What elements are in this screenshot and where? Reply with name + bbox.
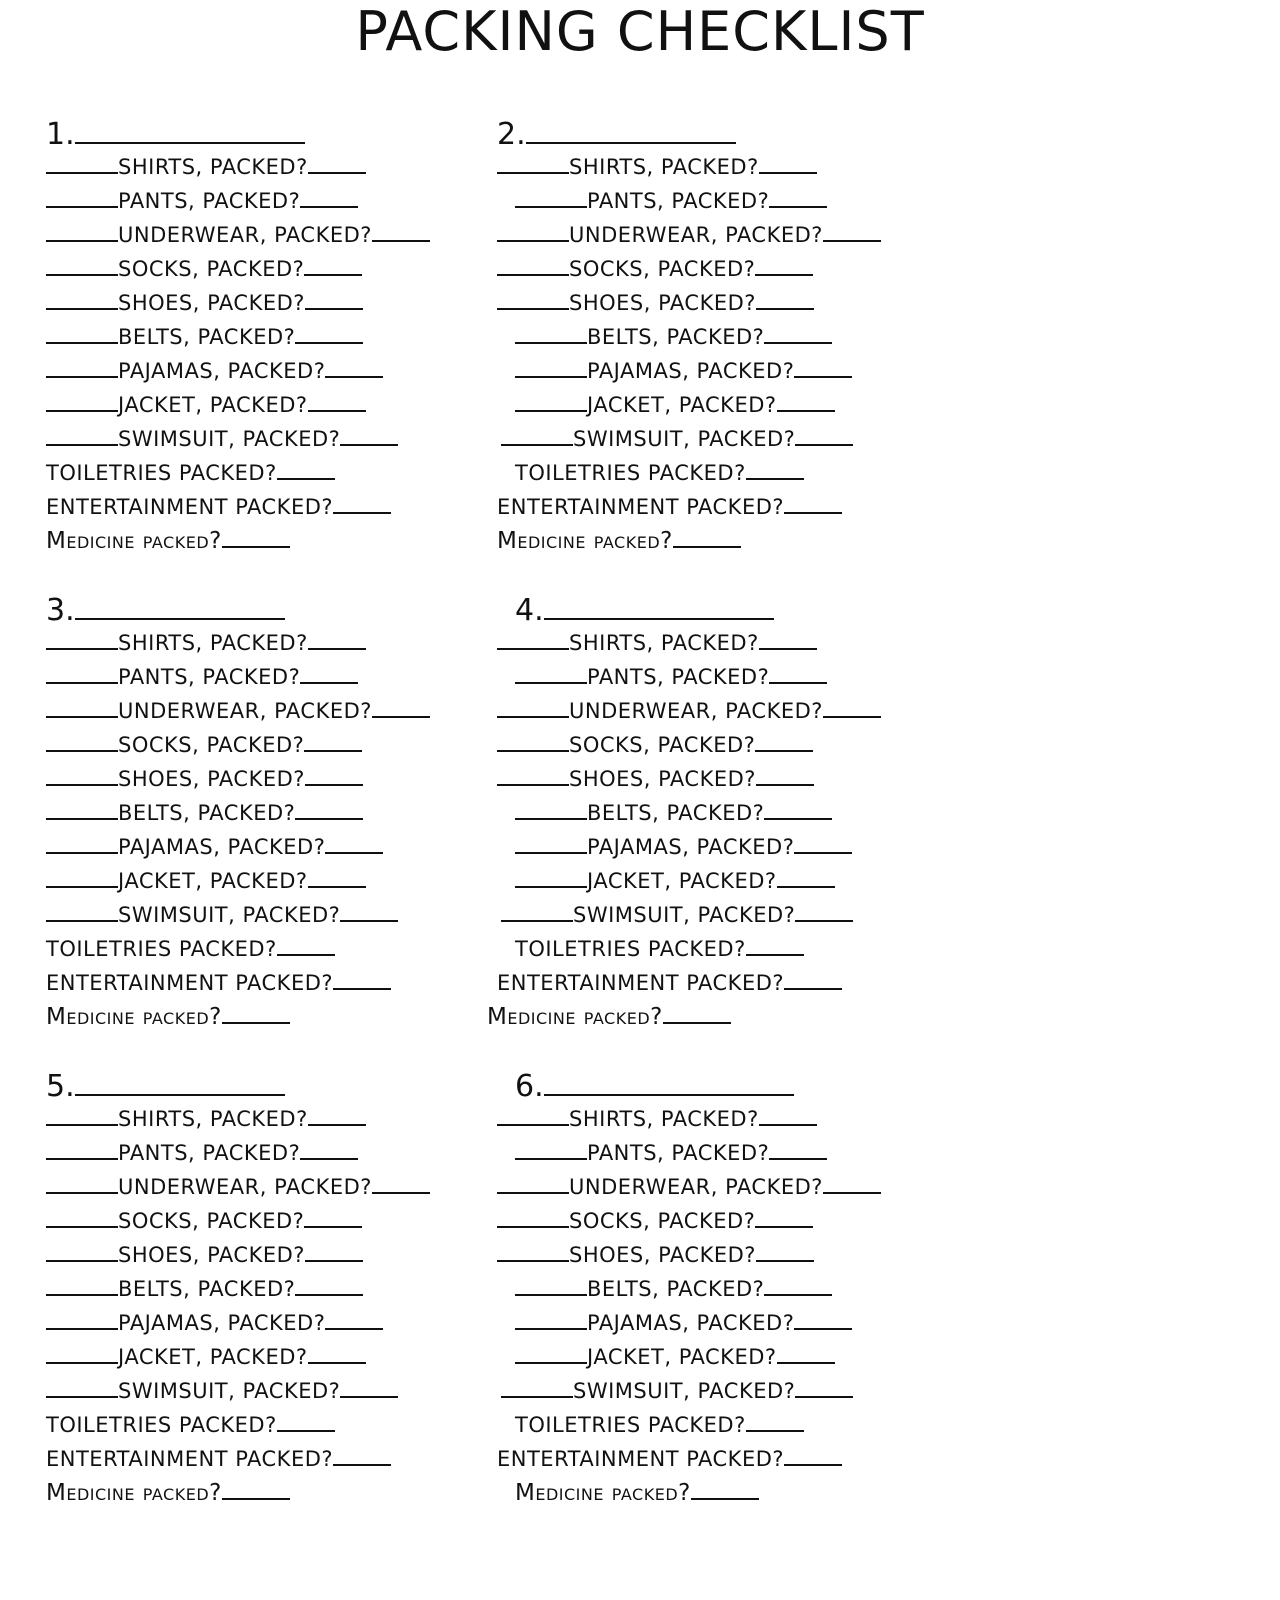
quantity-blank[interactable] (46, 902, 118, 922)
item-label: BELTS, PACKED? (118, 1277, 296, 1301)
checklist-row-shirts (497, 628, 817, 658)
checklist-row-pants (515, 1138, 827, 1168)
checklist-row-toiletries (46, 934, 335, 964)
quantity-blank[interactable] (515, 1140, 587, 1160)
quantity-blank[interactable] (46, 766, 118, 786)
packed-check-blank[interactable] (746, 1412, 804, 1432)
checklist-3 (46, 592, 566, 1046)
packed-check-blank[interactable] (823, 1174, 881, 1194)
checklist-row-belts (46, 1274, 363, 1304)
item-label: Medicine packed? (487, 1004, 663, 1030)
checklist-number: 6. (515, 1069, 544, 1104)
checklist-name-field[interactable] (526, 116, 736, 144)
item-label: SHOES, PACKED? (118, 1243, 305, 1267)
item-label: SWIMSUIT, PACKED? (118, 427, 341, 451)
packed-check-blank[interactable] (304, 256, 362, 276)
packed-check-blank[interactable] (222, 1004, 290, 1024)
checklist-name-field[interactable] (75, 1068, 285, 1096)
quantity-blank[interactable] (497, 154, 569, 174)
packed-check-blank[interactable] (300, 1140, 358, 1160)
checklist-row-underwear (46, 220, 430, 250)
checklist-number: 5. (46, 1069, 75, 1104)
item-label: PANTS, PACKED? (118, 665, 301, 689)
quantity-blank[interactable] (46, 1344, 118, 1364)
checklist-row-shirts (46, 1104, 366, 1134)
checklist-row-medicine (46, 526, 290, 556)
quantity-blank[interactable] (46, 664, 118, 684)
item-label: SOCKS, PACKED? (569, 733, 756, 757)
quantity-blank[interactable] (515, 392, 587, 412)
quantity-blank[interactable] (497, 1174, 569, 1194)
packed-check-blank[interactable] (333, 1446, 391, 1466)
quantity-blank[interactable] (515, 324, 587, 344)
checklist-row-entertainment (497, 1444, 842, 1474)
item-label: BELTS, PACKED? (587, 1277, 765, 1301)
packed-check-blank[interactable] (308, 392, 366, 412)
item-label: SOCKS, PACKED? (569, 257, 756, 281)
checklist-row-pajamas (515, 832, 852, 862)
item-label: SHOES, PACKED? (118, 767, 305, 791)
checklist-row-belts (515, 1274, 832, 1304)
packed-check-blank[interactable] (795, 902, 853, 922)
checklist-row-jacket (46, 1342, 366, 1372)
quantity-blank[interactable] (497, 1208, 569, 1228)
packed-check-blank[interactable] (333, 494, 391, 514)
checklist-row-swimsuit (46, 900, 398, 930)
checklist-row-medicine (46, 1478, 290, 1508)
quantity-blank[interactable] (515, 358, 587, 378)
packed-check-blank[interactable] (295, 324, 363, 344)
item-label: UNDERWEAR, PACKED? (569, 1175, 823, 1199)
checklist-1 (46, 116, 566, 570)
packed-check-blank[interactable] (764, 800, 832, 820)
quantity-blank[interactable] (497, 766, 569, 786)
packed-check-blank[interactable] (755, 1208, 813, 1228)
packed-check-blank[interactable] (769, 664, 827, 684)
item-label: PAJAMAS, PACKED? (587, 1311, 795, 1335)
item-label: SWIMSUIT, PACKED? (573, 903, 796, 927)
checklist-row-entertainment (497, 968, 842, 998)
checklist-row-swimsuit (501, 900, 853, 930)
packed-check-blank[interactable] (295, 800, 363, 820)
quantity-blank[interactable] (46, 222, 118, 242)
item-label: BELTS, PACKED? (118, 325, 296, 349)
item-label: JACKET, PACKED? (587, 1345, 777, 1369)
packed-check-blank[interactable] (823, 222, 881, 242)
item-label: ENTERTAINMENT PACKED? (46, 971, 334, 995)
checklist-row-underwear (497, 696, 881, 726)
checklist-heading (46, 1068, 285, 1104)
checklist-name-field[interactable] (544, 592, 774, 620)
packed-check-blank[interactable] (277, 460, 335, 480)
item-label: ENTERTAINMENT PACKED? (497, 971, 785, 995)
checklist-row-entertainment (46, 968, 391, 998)
checklist-row-shirts (46, 152, 366, 182)
quantity-blank[interactable] (46, 324, 118, 344)
packed-check-blank[interactable] (755, 732, 813, 752)
quantity-blank[interactable] (497, 222, 569, 242)
checklist-row-entertainment (46, 1444, 391, 1474)
checklist-row-socks (497, 1206, 813, 1236)
item-label: JACKET, PACKED? (587, 869, 777, 893)
checklist-row-medicine (487, 1002, 731, 1032)
checklist-row-belts (46, 798, 363, 828)
quantity-blank[interactable] (497, 1242, 569, 1262)
packed-check-blank[interactable] (746, 460, 804, 480)
quantity-blank[interactable] (46, 1242, 118, 1262)
checklist-4 (487, 592, 1017, 1046)
checklist-row-socks (497, 730, 813, 760)
item-label: PAJAMAS, PACKED? (118, 359, 326, 383)
packed-check-blank[interactable] (372, 1174, 430, 1194)
packed-check-blank[interactable] (325, 358, 383, 378)
quantity-blank[interactable] (515, 188, 587, 208)
quantity-blank[interactable] (46, 256, 118, 276)
item-label: SWIMSUIT, PACKED? (118, 903, 341, 927)
checklist-row-pants (46, 1138, 358, 1168)
item-label: PANTS, PACKED? (587, 189, 770, 213)
checklist-row-pants (515, 662, 827, 692)
quantity-blank[interactable] (46, 868, 118, 888)
packed-check-blank[interactable] (295, 1276, 363, 1296)
packed-check-blank[interactable] (755, 256, 813, 276)
item-label: SHOES, PACKED? (569, 291, 756, 315)
item-label: PANTS, PACKED? (587, 1141, 770, 1165)
packed-check-blank[interactable] (764, 324, 832, 344)
item-label: SOCKS, PACKED? (569, 1209, 756, 1233)
packed-check-blank[interactable] (759, 630, 817, 650)
checklist-row-shirts (497, 1104, 817, 1134)
item-label: ENTERTAINMENT PACKED? (46, 495, 334, 519)
checklist-row-pants (515, 186, 827, 216)
checklist-number: 4. (515, 593, 544, 628)
item-label: UNDERWEAR, PACKED? (569, 699, 823, 723)
checklist-row-swimsuit (501, 1376, 853, 1406)
checklist-row-medicine (46, 1002, 290, 1032)
checklist-row-shoes (46, 1240, 363, 1270)
item-label: SWIMSUIT, PACKED? (573, 427, 796, 451)
checklist-row-jacket (46, 866, 366, 896)
packed-check-blank[interactable] (308, 1106, 366, 1126)
packed-check-blank[interactable] (764, 1276, 832, 1296)
quantity-blank[interactable] (497, 256, 569, 276)
checklist-5 (46, 1068, 566, 1522)
packed-check-blank[interactable] (756, 290, 814, 310)
packed-check-blank[interactable] (784, 494, 842, 514)
checklist-row-belts (515, 322, 832, 352)
quantity-blank[interactable] (497, 732, 569, 752)
quantity-blank[interactable] (46, 290, 118, 310)
item-label: SHIRTS, PACKED? (118, 155, 308, 179)
quantity-blank[interactable] (46, 732, 118, 752)
packed-check-blank[interactable] (691, 1480, 759, 1500)
checklist-row-pajamas (515, 356, 852, 386)
item-label: UNDERWEAR, PACKED? (118, 223, 372, 247)
checklist-row-entertainment (497, 492, 842, 522)
checklist-heading (497, 116, 736, 152)
item-label: TOILETRIES PACKED? (515, 1413, 746, 1437)
quantity-blank[interactable] (46, 392, 118, 412)
packed-check-blank[interactable] (340, 426, 398, 446)
packed-check-blank[interactable] (756, 1242, 814, 1262)
checklist-row-jacket (515, 390, 835, 420)
checklist-row-socks (46, 254, 362, 284)
quantity-blank[interactable] (46, 1310, 118, 1330)
checklist-heading (46, 116, 305, 152)
packed-check-blank[interactable] (300, 664, 358, 684)
packed-check-blank[interactable] (746, 936, 804, 956)
quantity-blank[interactable] (46, 698, 118, 718)
quantity-blank[interactable] (515, 868, 587, 888)
checklist-row-toiletries (46, 1410, 335, 1440)
quantity-blank[interactable] (515, 1310, 587, 1330)
quantity-blank[interactable] (515, 664, 587, 684)
packed-check-blank[interactable] (300, 188, 358, 208)
checklist-2 (497, 116, 1017, 570)
item-label: SHIRTS, PACKED? (118, 1107, 308, 1131)
item-label: JACKET, PACKED? (118, 1345, 308, 1369)
item-label: TOILETRIES PACKED? (46, 1413, 277, 1437)
quantity-blank[interactable] (497, 1106, 569, 1126)
packed-check-blank[interactable] (305, 1242, 363, 1262)
checklist-number: 1. (46, 117, 75, 152)
checklist-row-shirts (46, 628, 366, 658)
packed-check-blank[interactable] (340, 1378, 398, 1398)
item-label: TOILETRIES PACKED? (515, 937, 746, 961)
item-label: SHIRTS, PACKED? (118, 631, 308, 655)
checklist-heading (515, 592, 774, 628)
packed-check-blank[interactable] (784, 1446, 842, 1466)
item-label: PANTS, PACKED? (118, 1141, 301, 1165)
packed-check-blank[interactable] (777, 392, 835, 412)
item-label: SOCKS, PACKED? (118, 257, 305, 281)
checklist-row-pajamas (46, 356, 383, 386)
packed-check-blank[interactable] (794, 1310, 852, 1330)
checklist-row-toiletries (515, 458, 804, 488)
packed-check-blank[interactable] (777, 868, 835, 888)
packed-check-blank[interactable] (333, 970, 391, 990)
checklist-row-entertainment (46, 492, 391, 522)
item-label: SWIMSUIT, PACKED? (118, 1379, 341, 1403)
packed-check-blank[interactable] (308, 154, 366, 174)
item-label: SHOES, PACKED? (569, 767, 756, 791)
quantity-blank[interactable] (497, 630, 569, 650)
item-label: TOILETRIES PACKED? (46, 461, 277, 485)
checklist-row-belts (46, 322, 363, 352)
item-label: JACKET, PACKED? (118, 393, 308, 417)
packed-check-blank[interactable] (304, 732, 362, 752)
item-label: ENTERTAINMENT PACKED? (497, 1447, 785, 1471)
item-label: UNDERWEAR, PACKED? (118, 1175, 372, 1199)
item-label: JACKET, PACKED? (118, 869, 308, 893)
checklist-row-underwear (46, 696, 430, 726)
item-label: BELTS, PACKED? (587, 801, 765, 825)
quantity-blank[interactable] (46, 1378, 118, 1398)
checklist-row-shirts (497, 152, 817, 182)
checklist-row-medicine (497, 526, 741, 556)
checklist-row-shoes (46, 764, 363, 794)
checklist-6 (497, 1068, 1017, 1522)
item-label: PAJAMAS, PACKED? (118, 835, 326, 859)
packed-check-blank[interactable] (372, 222, 430, 242)
quantity-blank[interactable] (46, 188, 118, 208)
checklist-row-pajamas (46, 1308, 383, 1338)
checklist-row-toiletries (515, 934, 804, 964)
item-label: PAJAMAS, PACKED? (118, 1311, 326, 1335)
quantity-blank[interactable] (515, 1276, 587, 1296)
packed-check-blank[interactable] (794, 834, 852, 854)
packed-check-blank[interactable] (759, 154, 817, 174)
checklist-row-toiletries (46, 458, 335, 488)
checklist-row-jacket (46, 390, 366, 420)
quantity-blank[interactable] (46, 1106, 118, 1126)
quantity-blank[interactable] (46, 834, 118, 854)
checklist-row-jacket (515, 866, 835, 896)
quantity-blank[interactable] (46, 358, 118, 378)
item-label: SHIRTS, PACKED? (569, 1107, 759, 1131)
item-label: TOILETRIES PACKED? (46, 937, 277, 961)
checklist-heading (515, 1068, 794, 1104)
item-label: PANTS, PACKED? (118, 189, 301, 213)
checklist-row-pants (46, 662, 358, 692)
quantity-blank[interactable] (46, 1140, 118, 1160)
item-label: SOCKS, PACKED? (118, 733, 305, 757)
item-label: Medicine packed? (497, 528, 673, 554)
checklist-row-pants (46, 186, 358, 216)
packed-check-blank[interactable] (663, 1004, 731, 1024)
item-label: SHIRTS, PACKED? (569, 155, 759, 179)
packed-check-blank[interactable] (308, 1344, 366, 1364)
item-label: PAJAMAS, PACKED? (587, 835, 795, 859)
quantity-blank[interactable] (46, 154, 118, 174)
packed-check-blank[interactable] (222, 528, 290, 548)
quantity-blank[interactable] (46, 1208, 118, 1228)
checklist-row-medicine (515, 1478, 759, 1508)
checklist-row-toiletries (515, 1410, 804, 1440)
checklist-row-swimsuit (46, 1376, 398, 1406)
packed-check-blank[interactable] (769, 188, 827, 208)
item-label: TOILETRIES PACKED? (515, 461, 746, 485)
checklist-name-field[interactable] (544, 1068, 794, 1096)
packed-check-blank[interactable] (325, 834, 383, 854)
packed-check-blank[interactable] (325, 1310, 383, 1330)
quantity-blank[interactable] (46, 1276, 118, 1296)
item-label: ENTERTAINMENT PACKED? (46, 1447, 334, 1471)
item-label: ENTERTAINMENT PACKED? (497, 495, 785, 519)
item-label: PAJAMAS, PACKED? (587, 359, 795, 383)
item-label: UNDERWEAR, PACKED? (118, 699, 372, 723)
packed-check-blank[interactable] (308, 630, 366, 650)
checklist-row-swimsuit (46, 424, 398, 454)
item-label: Medicine packed? (46, 1480, 222, 1506)
checklist-name-field[interactable] (75, 116, 305, 144)
item-label: JACKET, PACKED? (587, 393, 777, 417)
quantity-blank[interactable] (501, 902, 573, 922)
checklist-heading (46, 592, 285, 628)
item-label: SWIMSUIT, PACKED? (573, 1379, 796, 1403)
item-label: Medicine packed? (515, 1480, 691, 1506)
item-label: BELTS, PACKED? (587, 325, 765, 349)
quantity-blank[interactable] (497, 290, 569, 310)
item-label: SHOES, PACKED? (118, 291, 305, 315)
item-label: PANTS, PACKED? (587, 665, 770, 689)
packed-check-blank[interactable] (777, 1344, 835, 1364)
checklist-row-shoes (46, 288, 363, 318)
quantity-blank[interactable] (515, 834, 587, 854)
packed-check-blank[interactable] (784, 970, 842, 990)
quantity-blank[interactable] (497, 698, 569, 718)
checklist-row-underwear (497, 220, 881, 250)
checklist-row-shoes (497, 288, 814, 318)
item-label: SHIRTS, PACKED? (569, 631, 759, 655)
packed-check-blank[interactable] (372, 698, 430, 718)
checklist-number: 2. (497, 117, 526, 152)
packed-check-blank[interactable] (673, 528, 741, 548)
checklist-name-field[interactable] (75, 592, 285, 620)
page-title: PACKING CHECKLIST (355, 0, 925, 63)
checklist-row-underwear (46, 1172, 430, 1202)
checklist-row-belts (515, 798, 832, 828)
checklist-row-jacket (515, 1342, 835, 1372)
packed-check-blank[interactable] (759, 1106, 817, 1126)
checklist-row-socks (46, 730, 362, 760)
packed-check-blank[interactable] (340, 902, 398, 922)
quantity-blank[interactable] (46, 800, 118, 820)
checklist-row-swimsuit (501, 424, 853, 454)
packed-check-blank[interactable] (305, 766, 363, 786)
quantity-blank[interactable] (501, 1378, 573, 1398)
quantity-blank[interactable] (515, 1344, 587, 1364)
packed-check-blank[interactable] (304, 1208, 362, 1228)
packed-check-blank[interactable] (794, 358, 852, 378)
item-label: SOCKS, PACKED? (118, 1209, 305, 1233)
packed-check-blank[interactable] (305, 290, 363, 310)
checklist-number: 3. (46, 593, 75, 628)
item-label: Medicine packed? (46, 528, 222, 554)
checklist-row-shoes (497, 764, 814, 794)
item-label: BELTS, PACKED? (118, 801, 296, 825)
packed-check-blank[interactable] (222, 1480, 290, 1500)
quantity-blank[interactable] (501, 426, 573, 446)
item-label: SHOES, PACKED? (569, 1243, 756, 1267)
packed-check-blank[interactable] (795, 1378, 853, 1398)
packed-check-blank[interactable] (823, 698, 881, 718)
quantity-blank[interactable] (515, 800, 587, 820)
packed-check-blank[interactable] (795, 426, 853, 446)
packed-check-blank[interactable] (756, 766, 814, 786)
packed-check-blank[interactable] (277, 1412, 335, 1432)
checklist-row-pajamas (46, 832, 383, 862)
quantity-blank[interactable] (46, 630, 118, 650)
packed-check-blank[interactable] (308, 868, 366, 888)
item-label: UNDERWEAR, PACKED? (569, 223, 823, 247)
checklist-row-socks (46, 1206, 362, 1236)
checklist-row-shoes (497, 1240, 814, 1270)
checklist-row-underwear (497, 1172, 881, 1202)
packed-check-blank[interactable] (769, 1140, 827, 1160)
quantity-blank[interactable] (46, 426, 118, 446)
checklist-row-pajamas (515, 1308, 852, 1338)
quantity-blank[interactable] (46, 1174, 118, 1194)
item-label: Medicine packed? (46, 1004, 222, 1030)
packed-check-blank[interactable] (277, 936, 335, 956)
checklist-row-socks (497, 254, 813, 284)
